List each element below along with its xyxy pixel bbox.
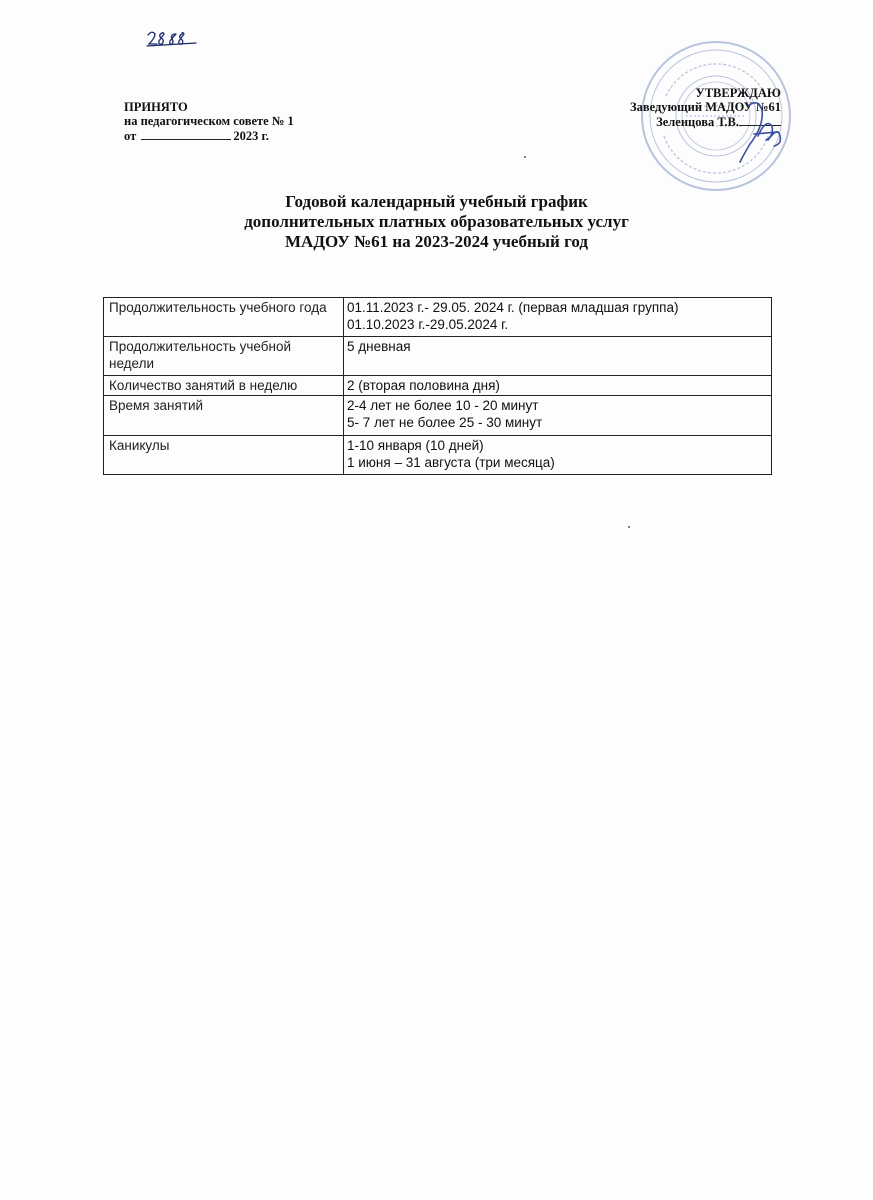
council-line: на педагогическом совете № 1 xyxy=(124,114,294,128)
director-position: Заведующий МАДОУ №61 xyxy=(630,100,781,114)
title-line-2: дополнительных платных образовательных услуг xyxy=(244,212,629,231)
value-line: 5- 7 лет не более 25 - 30 минут xyxy=(347,415,543,430)
row-value xyxy=(344,298,772,337)
director-name: Зеленцова Т.В. xyxy=(656,115,739,129)
value-line: 1-10 января (10 дней) xyxy=(347,438,484,453)
title-line-3: МАДОУ №61 на 2023-2024 учебный год xyxy=(285,232,588,251)
date-suffix: 2023 г. xyxy=(233,129,269,143)
row-label: Каникулы xyxy=(104,436,344,475)
row-value xyxy=(344,396,772,436)
value-line: 2 (вторая половина дня) xyxy=(347,378,500,393)
table-row xyxy=(104,337,772,376)
value-line: 01.11.2023 г.- 29.05. 2024 г. (первая младшая группа) xyxy=(347,300,679,315)
approval-block-left xyxy=(124,100,294,143)
row-label: Время занятий xyxy=(104,396,344,436)
document-title xyxy=(0,192,873,252)
row-value xyxy=(344,376,772,396)
value-line: 01.10.2023 г.-29.05.2024 г. xyxy=(347,317,509,332)
table-row xyxy=(104,396,772,436)
handwritten-date-icon xyxy=(146,29,198,49)
table-row xyxy=(104,376,772,396)
row-label: Продолжительность учебной недели xyxy=(104,337,344,376)
date-line xyxy=(124,128,294,143)
schedule-table xyxy=(103,297,772,475)
row-label: Продолжительность учебного года xyxy=(104,298,344,337)
value-line: 5 дневная xyxy=(347,339,411,354)
value-line: 1 июня – 31 августа (три месяца) xyxy=(347,455,555,470)
value-line: 2-4 лет не более 10 - 20 минут xyxy=(347,398,539,413)
approved-title: ПРИНЯТО xyxy=(124,100,188,114)
table-row xyxy=(104,436,772,475)
date-blank-underline xyxy=(141,128,231,140)
scan-speck xyxy=(524,156,526,158)
title-line-1: Годовой календарный учебный график xyxy=(285,192,588,211)
date-prefix: от xyxy=(124,129,137,143)
row-label: Количество занятий в неделю xyxy=(104,376,344,396)
signature-icon xyxy=(728,96,792,166)
approve-title: УТВЕРЖДАЮ xyxy=(695,86,781,100)
row-value xyxy=(344,436,772,475)
row-value xyxy=(344,337,772,376)
table-row xyxy=(104,298,772,337)
scan-speck xyxy=(628,526,630,528)
